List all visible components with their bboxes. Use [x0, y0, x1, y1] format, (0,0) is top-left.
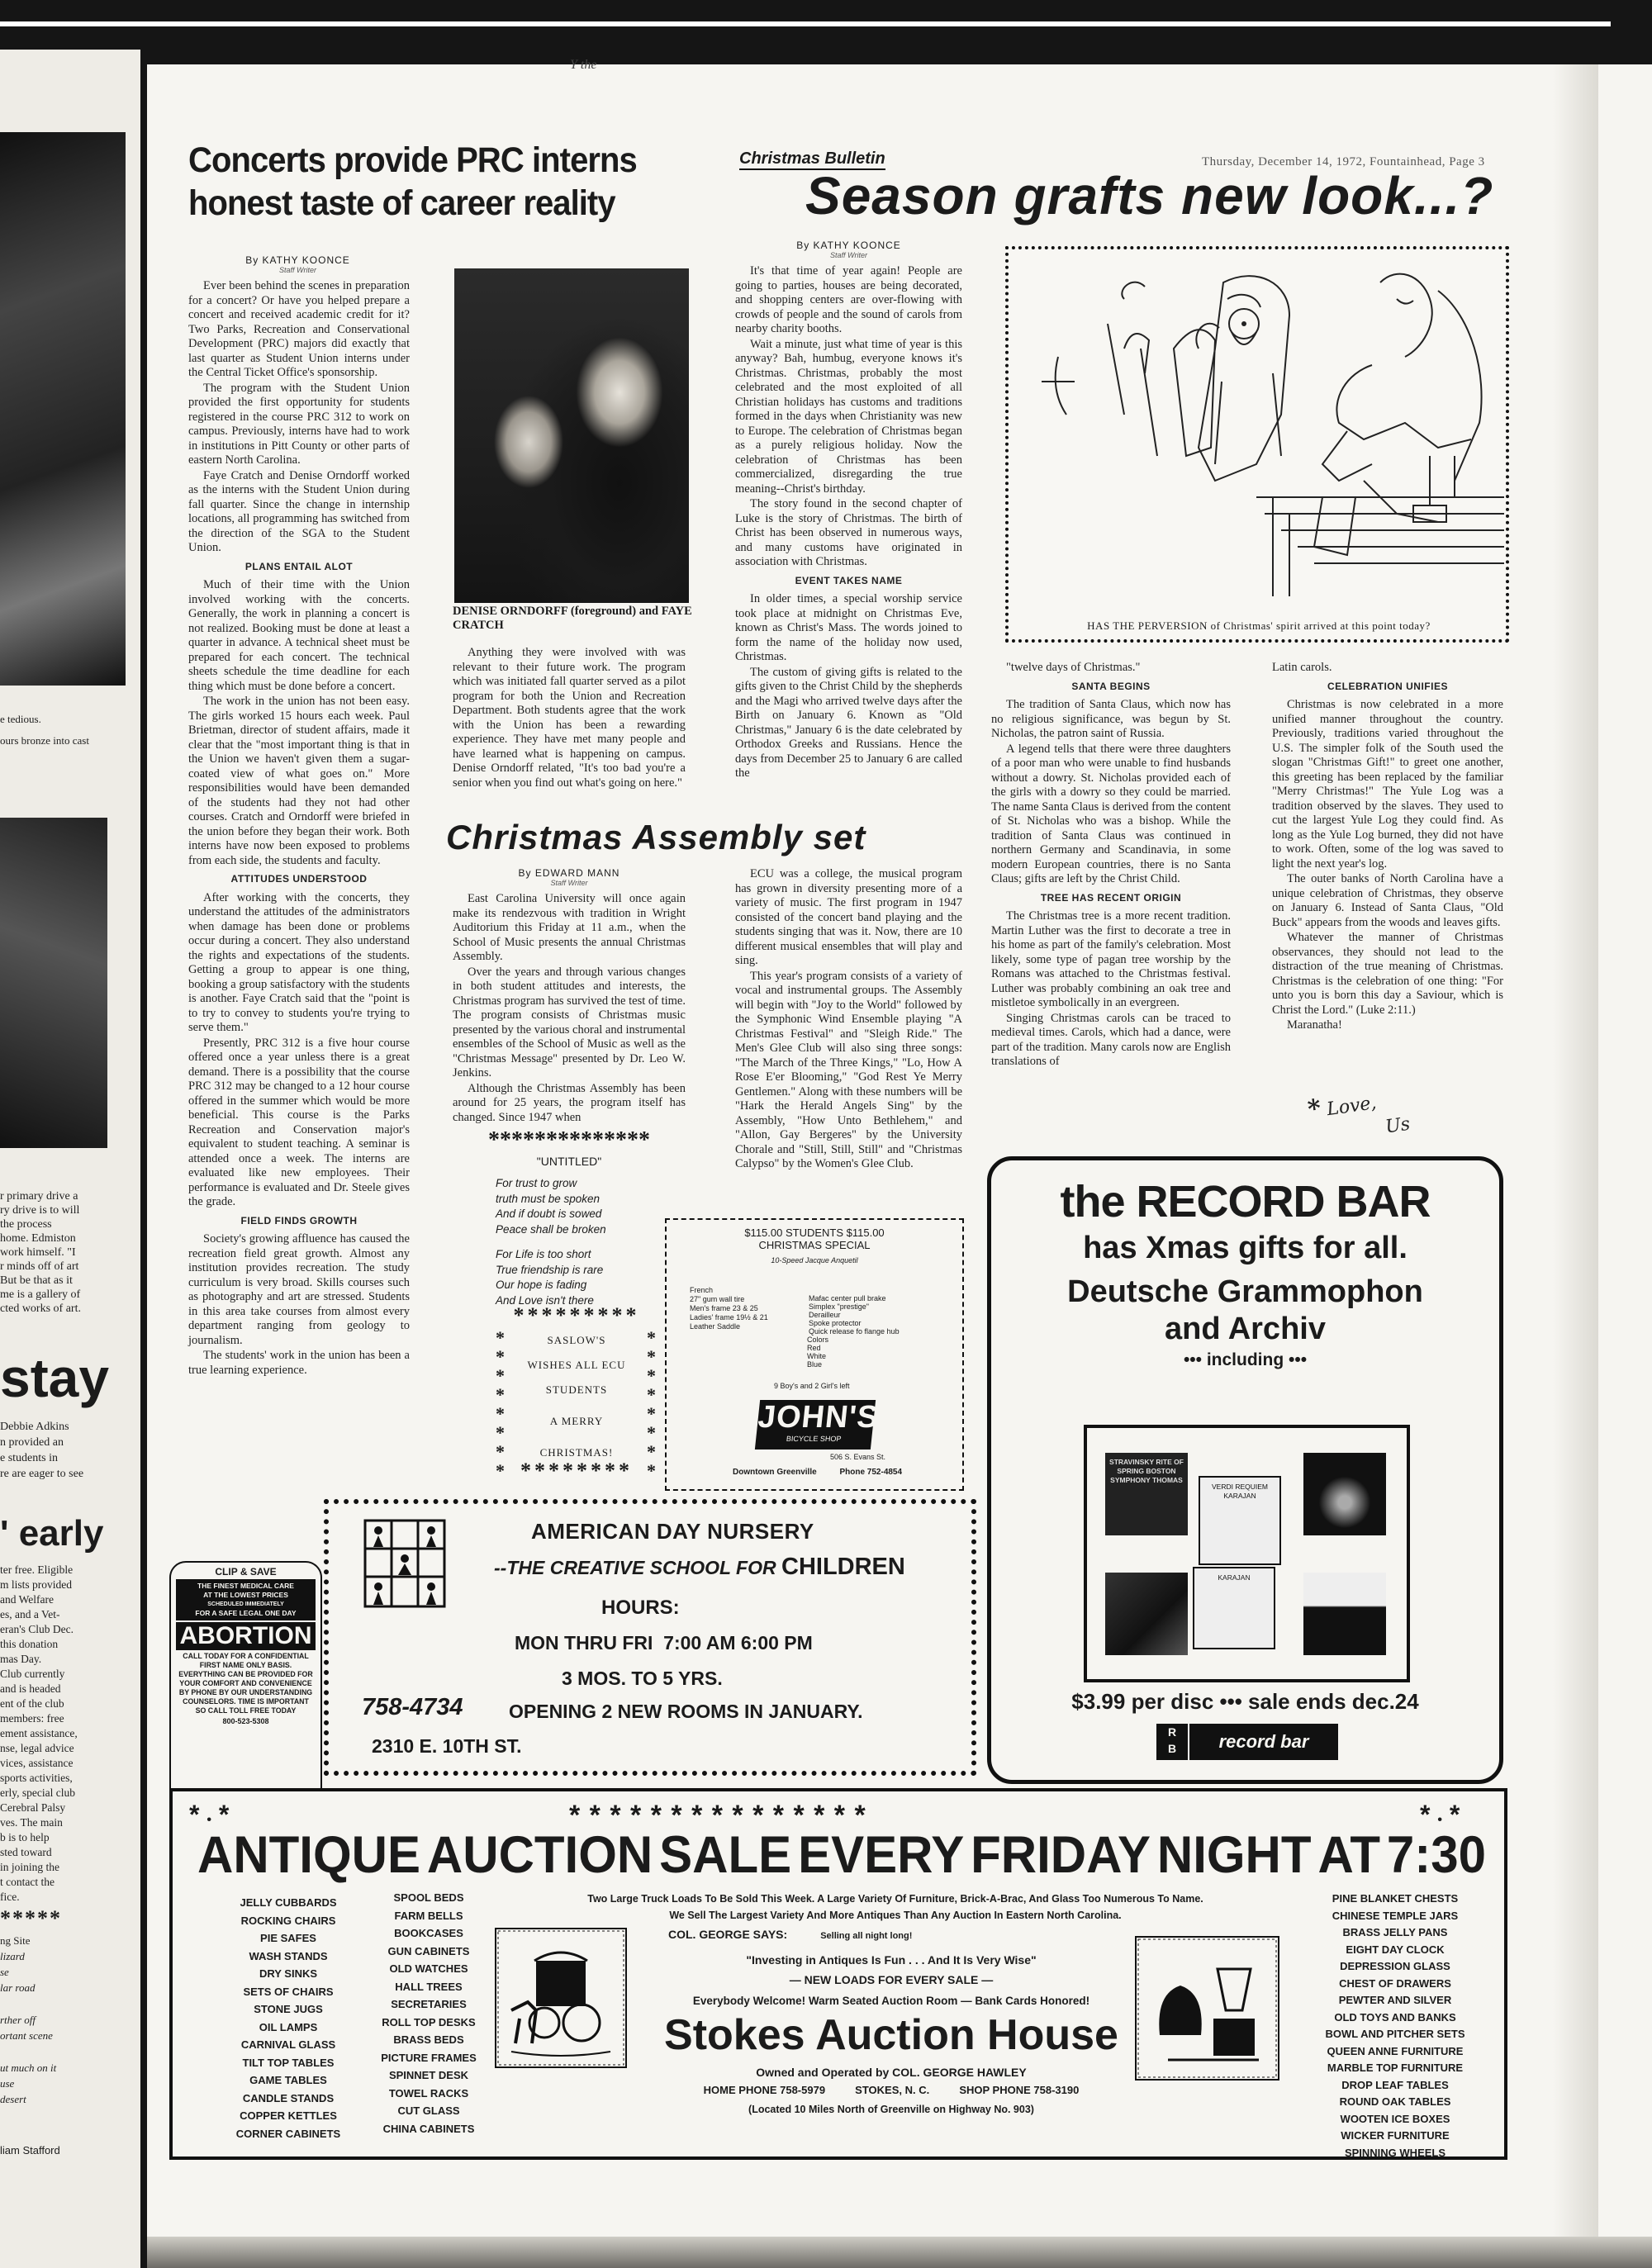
johns-model: 10-Speed Jacque Anquetil	[771, 1256, 858, 1264]
nursery-ad	[324, 1499, 976, 1776]
auction-owner: Owned and Operated by COL. GEORGE HAWLEY	[756, 2066, 1027, 2079]
prc-staff: Staff Writer	[278, 266, 316, 274]
prc-col1: Ever been behind the scenes in preparation for a concert? Or have you helped prepare a concert and received academic credit for it? Two Parks, Recreation and Conservational Development (PRC) majors did exactly that last quarter as Student Union interns under the Central Ticket Office's sponsorship. The program with the Student Union provided the first opportunity for students registered in the course PRC 312 to work on campus. Previously, interns have had to work in institutions in Pitt County or other parts of eastern North Carolina. Faye Cratch and Denise Orndorff worked as the interns with the Student Union during fall quarter. Since the change in internship locations, all programming has switched from the direction of the SGA to the Student Union. PLANS ENTAIL ALOT Much of their time with the Union involved working with the concerts. Generally, the work in planning a concert is not realized. Booking must be done at least a quarter in advance. A technical sheet must be prepared for each concert. The technical sheets schedule the time deadline for each thing which must be done before a concert. The work in the union has not been easy. The girls worked 15 hours each week. Paul Brietman, director of student affairs, made it clear that the "most important thing is that in the Union we haven't given them a sugar-coated view of what goes on." More responsibilities would have been demanded of the students had they not had other courses. Cratch and Orndorff were briefed in the union before they began their work. Both interns have now been exposed to problems from each side, the students and faculty. ATTITUDES UNDERSTOOD After working with the concerts, they understand the attitudes of the administrators when damage has been done or problems occur during a concert. They also understand the rights and expectations of the students. Getting a group to appear is one thing, booking a group satisfactory with the students is another. Faye Cratch said that the "point is to try to convey to students you're trying to serve them." Presently, PRC 312 is a five hour course offered once a year unless there is a great demand. There is a possibility that the course PRC 312 may be changed to a 12 hour course offered in the summer which would be more beneficial. This course is the Parks Recreation and Conservation major's equivalent to student teaching. A seminar is attended once a week. The interns are evaluated like new employees. Their performance is evaluated and Dr. Steele gives the grade. FIELD FINDS GROWTH Society's growing affluence has caused the recreation field great growth. Almost any institution provides recreation. The study curriculum is very broad. Skills courses such as photography and art are stressed. Students in this area take courses from almost every department ranging from geology to journalism. The students' work in the union has been a true learning experience.	[188, 279, 410, 1377]
record-bar-line3: and Archiv	[1165, 1312, 1326, 1346]
poem-block	[453, 1127, 686, 1308]
left-strip-text-e: ng Site lizard se lar road rther off ortant scene ut much on it use desert	[0, 1934, 57, 2105]
left-strip-text-d: ter free. Eligible m lists provided and Welfare es, and a Vet- eran's Club Dec. this donation mas Day. Club currently and is headed ent of the club members: free ement assistance, nse, legal advice vices, assistance sports activities, erly, special club Cerebral Palsy ves. The main b is to help sted toward in joining the t contact the fice.	[0, 1563, 78, 1903]
left-strip-stars: *****	[0, 1906, 62, 1930]
saslows-right-stars: * * * * * * * *	[647, 1327, 656, 1481]
johns-specs-left: French 27" gum wall tire Men's frame 23 & 25 Ladies' frame 19½ & 21 Leather Saddle	[690, 1286, 768, 1331]
left-strip-photo-1	[0, 132, 126, 686]
left-strip-credit: liam Stafford	[0, 2144, 60, 2156]
auction-stars: * * * * * * * * * * * * * * *	[569, 1800, 866, 1831]
album-karajan: KARAJAN	[1193, 1567, 1275, 1649]
season-byline: By KATHY KOONCE	[796, 240, 901, 251]
auction-quote: "Investing in Antiques Is Fun . . . And It Is Very Wise"	[746, 1953, 1037, 1967]
abortion-title: ABORTION	[176, 1622, 316, 1650]
johns-headline: $115.00 STUDENTS $115.00	[744, 1227, 885, 1239]
prc-headline: Concerts provide PRC interns honest taste of career reality	[188, 140, 637, 223]
johns-address: 506 S. Evans St.	[830, 1453, 886, 1461]
dateline: Thursday, December 14, 1972, Fountainhead, Page 3	[1202, 155, 1485, 168]
johns-note: 9 Boy's and 2 Girl's left	[774, 1382, 850, 1390]
bottom-shadow	[147, 2237, 1652, 2268]
record-bar-footer-logo: R B record bar	[1156, 1724, 1338, 1760]
signoff: * Love, Us	[1306, 1093, 1412, 1138]
record-bar-line2: Deutsche Grammophon	[1067, 1274, 1423, 1309]
auction-left-stars: * • *	[189, 1800, 230, 1829]
santa-cartoon	[1005, 246, 1509, 643]
santa-cartoon-drawing	[1009, 249, 1506, 613]
season-staff: Staff Writer	[829, 251, 867, 259]
top-edge-line	[0, 21, 1611, 26]
nursery-address: 2310 E. 10TH ST.	[372, 1735, 522, 1757]
auction-title: ANTIQUE AUCTION SALE EVERY FRIDAY NIGHT AT 7:30	[197, 1825, 1486, 1884]
johns-logo: JOHN'S BICYCLE SHOP	[755, 1400, 876, 1450]
prc-col2: Anything they were involved with was relevant to their future work. The program which was initiated fall quarter served as a pilot program for both the Union and Recreation Department. Both students agree that the work with the Union has been a rewarding experience. They have met many people and have learned what is happening on campus. Denise Orndorff related, "It's too bad you're a senior when you find out what's going on here."	[453, 646, 686, 790]
saslows-text: SASLOW'S WISHES ALL ECU STUDENTS A MERRY CHRISTMAS!	[527, 1334, 626, 1459]
season-byline-block	[735, 240, 962, 259]
santa-cartoon-caption: HAS THE PERVERSION of Christmas' spirit arrived at this point today?	[1087, 619, 1431, 632]
nursery-ages: 3 MOS. TO 5 YRS.	[562, 1668, 723, 1689]
season-col2: "twelve days of Christmas." SANTA BEGINS The tradition of Santa Claus, which now has no religious significance, was begun by St. Nicholas, the patron saint of Russia. A legend tells that there were three daughters of a poor man who were unable to find husbands without a dowry. St. Nicholas provided each of the girls with a dowry so they could be married. The name Santa Claus is derived from the content of St. Nicholas who was a bishop. While the tradition of Santa Claus was continued in northern Germany and Scandinavia, in some modern European countries, there is no Santa Claus; gifts are left by the Christ Child. TREE HAS RECENT ORIGIN The Christmas tree is a more recent tradition. Martin Luther was the first to decorate a tree in his home as part of the family's celebration. Most likely, some type of pagan tree worship by the Romans was attached to the Christmas festival. Luther was probably combining an oak tree and mistletoe symbolically in an evergreen. Singing Christmas carols can be traced to medieval times. Carols, which had a dance, were part of the tradition. Many carols now are English translations of	[991, 661, 1231, 1068]
nursery-title: AMERICAN DAY NURSERY	[531, 1519, 814, 1544]
johns-footer: Downtown Greenville Phone 752-4854	[733, 1468, 903, 1477]
johns-specs-right: Mafac center pull brake Simplex "prestige" Derailleur Spoke protector Quick release fo flange hub	[809, 1294, 900, 1336]
auction-ad	[169, 1788, 1507, 2160]
johns-sub: CHRISTMAS SPECIAL	[758, 1239, 871, 1251]
auction-location: (Located 10 Miles North of Greenville on Highway No. 903)	[748, 2104, 1034, 2115]
auction-phones: HOME PHONE 758-5979 STOKES, N. C. SHOP PHONE 758-3190	[703, 2084, 1080, 2096]
album-6	[1303, 1573, 1386, 1655]
wagon-icon	[495, 1928, 627, 2068]
auction-center	[668, 1928, 1098, 1941]
record-bar-price: $3.99 per disc ••• sale ends dec.24	[1071, 1689, 1419, 1714]
auction-intro: Two Large Truck Loads To Be Sold This Week. A Large Variety Of Furniture, Brick-A-Brac, And Glass Too Numerous To Name. We Sell The Largest Variety And More Antiques Than Any Auction In Eastern North Carolina.	[587, 1893, 1203, 1921]
auction-welcome: Everybody Welcome! Warm Seated Auction Room — Bank Cards Honored!	[692, 1995, 1090, 2007]
album-4	[1105, 1573, 1188, 1655]
auction-list-right: PINE BLANKET CHESTS CHINESE TEMPLE JARS BRASS JELLY PANS EIGHT DAY CLOCK DEPRESSION GLASS CHEST OF DRAWERS PEWTER AND SILVER OLD TOYS AND BANKS BOWL AND PITCHER SETS QUEEN ANNE FURNITURE MARBLE TOP FURNITURE DROP LEAF TABLES ROUND OAK TABLES WOOTEN ICE BOXES WICKER FURNITURE SPINNING WHEELS	[1325, 1892, 1465, 2159]
left-strip-headline-stay: stay	[0, 1347, 110, 1408]
album-3	[1303, 1453, 1386, 1535]
prc-byline: By KATHY KOONCE	[245, 254, 350, 266]
nursery-times: MON THRU FRI 7:00 AM 6:00 PM	[515, 1632, 813, 1654]
left-strip-headline-early: ' early	[0, 1513, 104, 1554]
antiques-icon	[1135, 1936, 1279, 2081]
assembly-byline-block	[453, 867, 686, 887]
saslows-bottom-stars: ********	[520, 1459, 633, 1483]
abortion-ad: CLIP & SAVE THE FINEST MEDICAL CARE AT THE LOWEST PRICES SCHEDULED IMMEDIATELY FOR A SAFE LEGAL ONE DAY ABORTION CALL TODAY FOR A CONFIDENTIAL FIRST NAME ONLY BASIS. EVERYTHING CAN BE PROVIDED FOR YOUR COMFORT AND CONVENIENCE BY PHONE BY OUR UNDERSTANDING COUNSELORS. TIME IS IMPORTANT SO CALL TOLL FREE TODAY 800-523-5308	[169, 1561, 322, 1825]
assembly-byline: By EDWARD MANN	[518, 867, 620, 879]
page-fold-shadow	[1553, 64, 1598, 2237]
season-headline: Season grafts new look...?	[805, 166, 1494, 225]
assembly-headline: Christmas Assembly set	[446, 818, 866, 856]
prc-byline-block	[188, 254, 407, 274]
poem-lines: For trust to grow truth must be spoken And if doubt is sowed Peace shall be broken For Life is too short True friendship is rare Our hope is fading And Love isn't there	[496, 1177, 606, 1307]
saslows-left-stars: * * * * * * * *	[496, 1327, 505, 1481]
nursery-logo-icon	[363, 1519, 446, 1608]
left-strip-text-c: Debbie Adkins n provided an e students in re are eager to see	[0, 1421, 84, 1480]
nursery-phone: 758-4734	[362, 1694, 463, 1720]
left-strip-text-b: r primary drive a ry drive is to will the process home. Edmiston work himself. "I r minds off of art But be that as it me is a gallery of cted works of art.	[0, 1190, 81, 1315]
nursery-hours-label: HOURS:	[601, 1597, 680, 1619]
saslows-top-stars: *********	[513, 1303, 640, 1327]
record-bar-including: ••• including •••	[1183, 1350, 1308, 1369]
auction-house-name: Stokes Auction House	[664, 2011, 1118, 2059]
johns-colors: Colors Red White Blue	[807, 1336, 829, 1369]
auction-list-left1: JELLY CUBBARDS ROCKING CHAIRS PIE SAFES WASH STANDS DRY SINKS SETS OF CHAIRS STONE JUGS OIL LAMPS CARNIVAL GLASS TILT TOP TABLES GAME TABLES CANDLE STANDS COPPER KETTLES CORNER CABINETS	[235, 1896, 341, 2140]
interns-photo	[454, 268, 689, 603]
assembly-col2: ECU was a college, the musical program has grown in diversity presenting more of a variety of music. The first program in 1947 consisted of the concert band playing and the students singing that was it. Now, there are 10 different musical ensembles that will play and sing. This year's program consists of a variety of vocal and instrumental groups. The Assembly will begin with "Joy to the World" followed by the Symphonic Wind Ensemble playing "A Christmas Festival" and "Sleigh Ride." The Men's Glee Club will also sing three songs: "The March of the Three Kings," "Lo, How A Rose E'er Blooming," "God Rest Ye Merry Gentlemen." Along with these numbers will be "Hark the Herald Angels Sing" by the Assembly, "How Unto Bethlehem," and "Allon, Gay Bergeres" by the University Chorale and "Still, Still, Still" and "Christmas Calypso" by the Women's Glee Club.	[735, 867, 962, 1170]
johns-bicycle-ad	[665, 1218, 964, 1491]
album-verdi-requiem: VERDI REQUIEM KARAJAN	[1199, 1476, 1281, 1565]
nursery-opening: OPENING 2 NEW ROOMS IN JANUARY.	[509, 1701, 863, 1722]
nursery-tagline: --THE CREATIVE SCHOOL FOR CHILDREN	[494, 1554, 905, 1580]
record-albums-frame	[1084, 1425, 1410, 1682]
poem-title: "UNTITLED"	[536, 1155, 602, 1168]
top-scrap-text: Y the	[570, 58, 597, 72]
left-strip-photo-2	[0, 818, 107, 1148]
record-bar-ad	[987, 1156, 1503, 1784]
left-strip-text-a: e tedious. ours bronze into cast	[0, 713, 89, 747]
season-col3: Latin carols. CELEBRATION UNIFIES Christmas is now celebrated in a more unified manner throughout the country. Previously, traditions varied throughout the U.S. The simpler folk of the South used the slogan "Christmas Gift!" to greet one another, this greeting has been replaced by the familiar "Merry Christmas!" The Yule Log was a tradition observed by the slaves. They used to cut the largest Yule Log they could find. As long as the Yule Log burned, they did not have to work. Often, some of the log was saved to light the next year's log. The outer banks of North Carolina have a unique celebration of Christmas, they observe on January 6. Instead of Santa Claus, "Old Buck" appears from the woods and leaves gifts. Whatever the manner of Christmas observances, they should not lead to the distraction of the true meaning of Christmas. Christmas is the celebration of one thing: "For unto you is born this day a Saviour, which is Christ the Lord." (Luke 2:11.) Maranatha!	[1272, 661, 1503, 1032]
auction-right-stars: * • *	[1420, 1800, 1460, 1829]
interns-photo-caption: DENISE ORNDORFF (foreground) and FAYE CRATCH	[453, 605, 692, 632]
record-bar-line1: has Xmas gifts for all.	[1083, 1231, 1408, 1265]
poem-stars: **************	[488, 1127, 650, 1153]
season-col1: It's that time of year again! People are going to parties, houses are being decorated, and shopping centers are over-flowing with crowds of people and the sound of carols from nearby charity booths. Wait a minute, just what time of year is this anyway? Bah, humbug, everyone knows it's Christmas. Christmas, probably the most celebrated and the most exploited of all Christian holidays has customs and traditions formed in the days when Christianity was new to Europe. The celebration of Christmas began as a purely religious holiday. Now the celebration of Christmas has been commercialized, disregarding the true meaning--Christ's birthday. The story found in the second chapter of Luke is the story of Christmas. The birth of Christ has been observed in numerous ways, and many customs have originated in association with Christmas. EVENT TAKES NAME In older times, a special worship service took place at midnight on Christmas Eve, known as Christ's Mass. The words joined to form the name of the holiday now used, Christmas. The custom of giving gifts is related to the gifts given to the Christ Child by the shepherds and the Magi who arrived twelve days after the Birth on January 6. Known as "Old Christmas," January 6 is the date celebrated by Orthodox Greeks and Russians. Hence the days from December 25 to January 6 are called the	[735, 264, 962, 780]
auction-list-left2: SPOOL BEDS FARM BELLS BOOKCASES GUN CABINETS OLD WATCHES HALL TREES SECRETARIES ROLL TOP DESKS BRASS BEDS PICTURE FRAMES SPINNET DESK TOWEL RACKS CUT GLASS CHINA CABINETS	[381, 1891, 477, 2135]
saslows-ad	[494, 1303, 659, 1502]
record-bar-logo: the RECORD BAR	[1060, 1177, 1431, 1227]
auction-says-row: COL. GEORGE SAYS: Selling all night long!	[668, 1928, 913, 1941]
auction-loads: — NEW LOADS FOR EVERY SALE —	[789, 1973, 994, 1986]
assembly-staff: Staff Writer	[550, 879, 588, 887]
assembly-col1: East Carolina University will once again make its rendezvous with tradition in Wright Auditorium this Friday at 11 a.m., when the School of Music presents the annual Christmas Assembly. Over the years and through various changes in both student attitudes and interests, the Christmas program has survived the test of time. The program consists of Christmas music presented by the various choral and instrumental ensembles of the School of Music as well as the "Christmas Message" presented by Dr. Leo W. Jenkins. Although the Christmas Assembly has been around for 25 years, the program itself has changed. Since 1947 when	[453, 892, 686, 1124]
album-rite-of-spring: STRAVINSKY RITE OF SPRING BOSTON SYMPHONY THOMAS	[1105, 1453, 1188, 1535]
section-label: Christmas Bulletin	[739, 149, 885, 170]
